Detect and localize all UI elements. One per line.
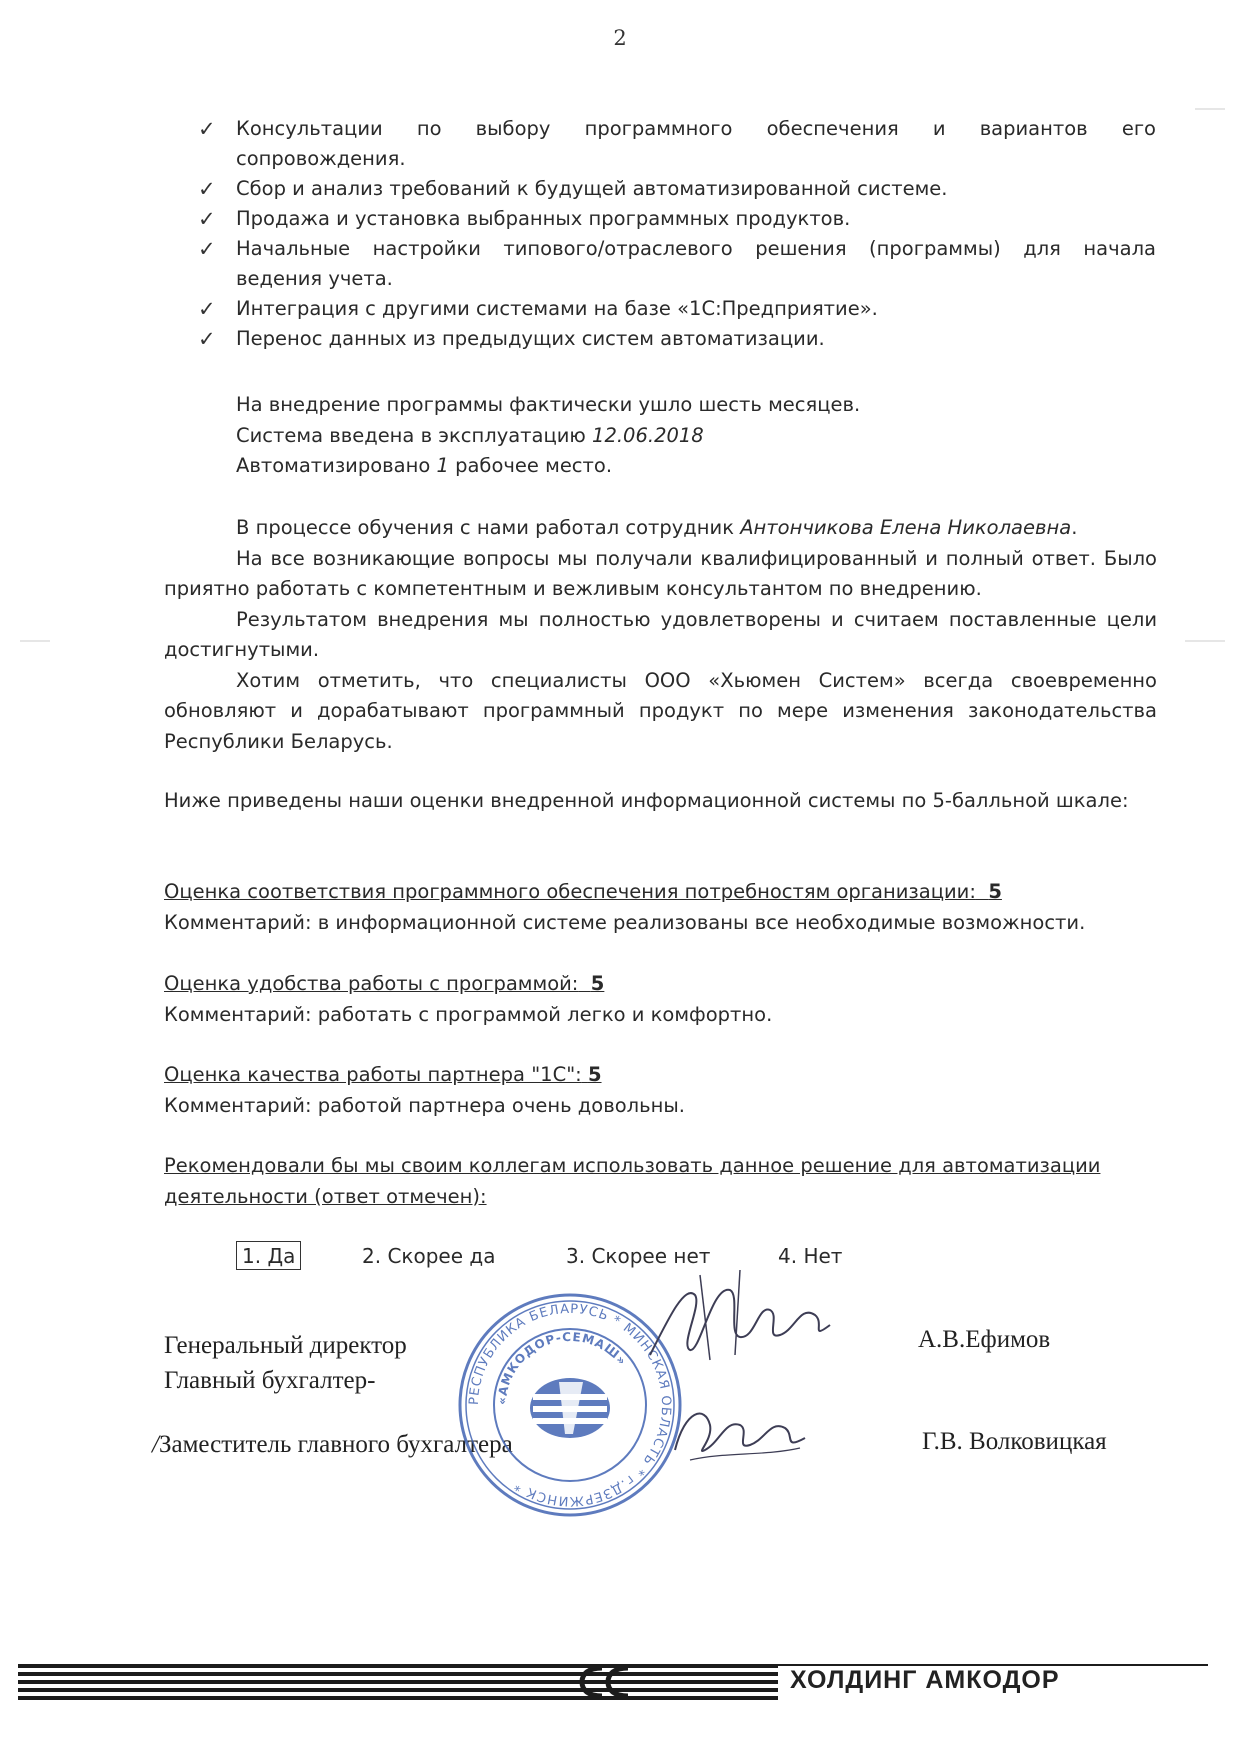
implementation-seats: Автоматизировано 1 рабочее место. [236, 454, 613, 477]
rating-score: 5 [587, 1063, 602, 1086]
checkmark-icon: ✓ [198, 177, 216, 201]
stamp-outer-text: РЕСПУБЛИКА БЕЛАРУСЬ * МИНСКАЯ ОБЛАСТЬ * г.ДЗЕРЖИНСК * [466, 1301, 674, 1509]
implementation-duration: На внедрение программы фактически ушло шесть месяцев. [236, 393, 861, 416]
list-item: ✓ Продажа и установка выбранных программных продуктов. [198, 204, 1156, 234]
list-item: ✓ Интеграция с другими системами на базе «1С:Предприятие». [198, 294, 1156, 324]
services-list [198, 114, 1156, 354]
handwritten-signature-director [640, 1265, 850, 1365]
rating-2 [164, 969, 1164, 1030]
option-yes [236, 1244, 301, 1268]
checkmark-icon: ✓ [198, 297, 216, 321]
accountant-name: Г.В. Волковицкая [922, 1428, 1107, 1455]
rating-score: 5 [988, 880, 1002, 903]
handwritten-signature-accountant [665, 1390, 815, 1470]
implementation-launch: Система введена в эксплуатацию 12.06.2018 [236, 423, 704, 447]
list-item: ✓ Сбор и анализ требований к будущей автоматизированной системе. [198, 174, 1156, 204]
rating-label: Оценка соответствия программного обеспечения потребностям организации: 5 [164, 880, 1002, 903]
list-item: ✓ Консультации по выбору программного обеспечения и вариантов его сопровождения. [198, 114, 1156, 174]
rating-1 [164, 877, 1164, 938]
checkmark-icon: ✓ [198, 117, 216, 141]
rating-comment: Комментарий: работой партнера очень довольны. [164, 1093, 685, 1117]
paragraph-satisfaction: Результатом внедрения мы полностью удовлетворены и считаем поставленные цели достигнутыми. [164, 607, 1157, 661]
option-rather-no: 3. Скорее нет [566, 1244, 711, 1268]
checkmark-icon: ✓ [198, 237, 216, 261]
stamp-inner-text: «АМКОДОР-СЕМАШ» [494, 1329, 630, 1406]
paragraph-answers: На все возникающие вопросы мы получали квалифицированный и полный ответ. Было приятно работать с компетентным и вежливым консультантом по внедрению. [164, 546, 1157, 600]
footer-company-name: ХОЛДИНГ АМКОДОР [790, 1666, 1060, 1694]
rating-label: Оценка удобства работы с программой: 5 [164, 972, 605, 995]
stamp-logo-icon [530, 1378, 610, 1438]
option-no: 4. Нет [778, 1244, 843, 1268]
rating-comment: Комментарий: работать с программой легко и комфортно. [164, 1002, 773, 1026]
director-name: А.В.Ефимов [918, 1326, 1051, 1353]
rating-label: Оценка качества работы партнера "1С": 5 [164, 1063, 602, 1086]
accountant-title-2: /Заместитель главного бухгалтера [152, 1431, 513, 1458]
ratings-intro: Ниже приведены наши оценки внедренной информационной системы по 5-балльной шкале: [164, 789, 1129, 812]
seats-count: 1 [436, 454, 449, 477]
list-item: ✓ Начальные настройки типового/отраслевого решения (программы) для начала ведения учета. [198, 234, 1156, 294]
page-number: 2 [613, 26, 627, 50]
director-title: Генеральный директор [164, 1332, 407, 1359]
list-item: ✓ Перенос данных из предыдущих систем автоматизации. [198, 324, 1156, 354]
rating-comment: Комментарий: в информационной системе реализованы все необходимые возможности. [164, 910, 1086, 934]
option-rather-yes: 2. Скорее да [362, 1244, 496, 1268]
implementation-facts [236, 390, 1136, 482]
recommendation-question: Рекомендовали бы мы своим коллегам использовать данное решение для автоматизации деятельности (ответ отмечен): [164, 1154, 1101, 1208]
rating-3 [164, 1060, 1164, 1121]
selected-answer-box: 1. Да [236, 1241, 301, 1270]
training-paragraph: В процессе обучения с нами работал сотрудник Антончикова Елена Николаевна. [236, 516, 1078, 539]
feedback-section [164, 513, 1157, 757]
checkmark-icon: ✓ [198, 327, 216, 351]
accountant-title: Главный бухгалтер- [164, 1367, 376, 1394]
rating-score: 5 [590, 972, 605, 995]
checkmark-icon: ✓ [198, 207, 216, 231]
amkodor-logo-icon [570, 1664, 640, 1700]
launch-date: 12.06.2018 [592, 423, 704, 447]
employee-name: Антончикова Елена Николаевна [740, 516, 1072, 539]
paragraph-specialists: Хотим отметить, что специалисты ООО «Хьюмен Систем» всегда своевременно обновляют и дорабатывают программный продукт по мере изменения законодательства Республики Беларусь. [164, 668, 1157, 753]
